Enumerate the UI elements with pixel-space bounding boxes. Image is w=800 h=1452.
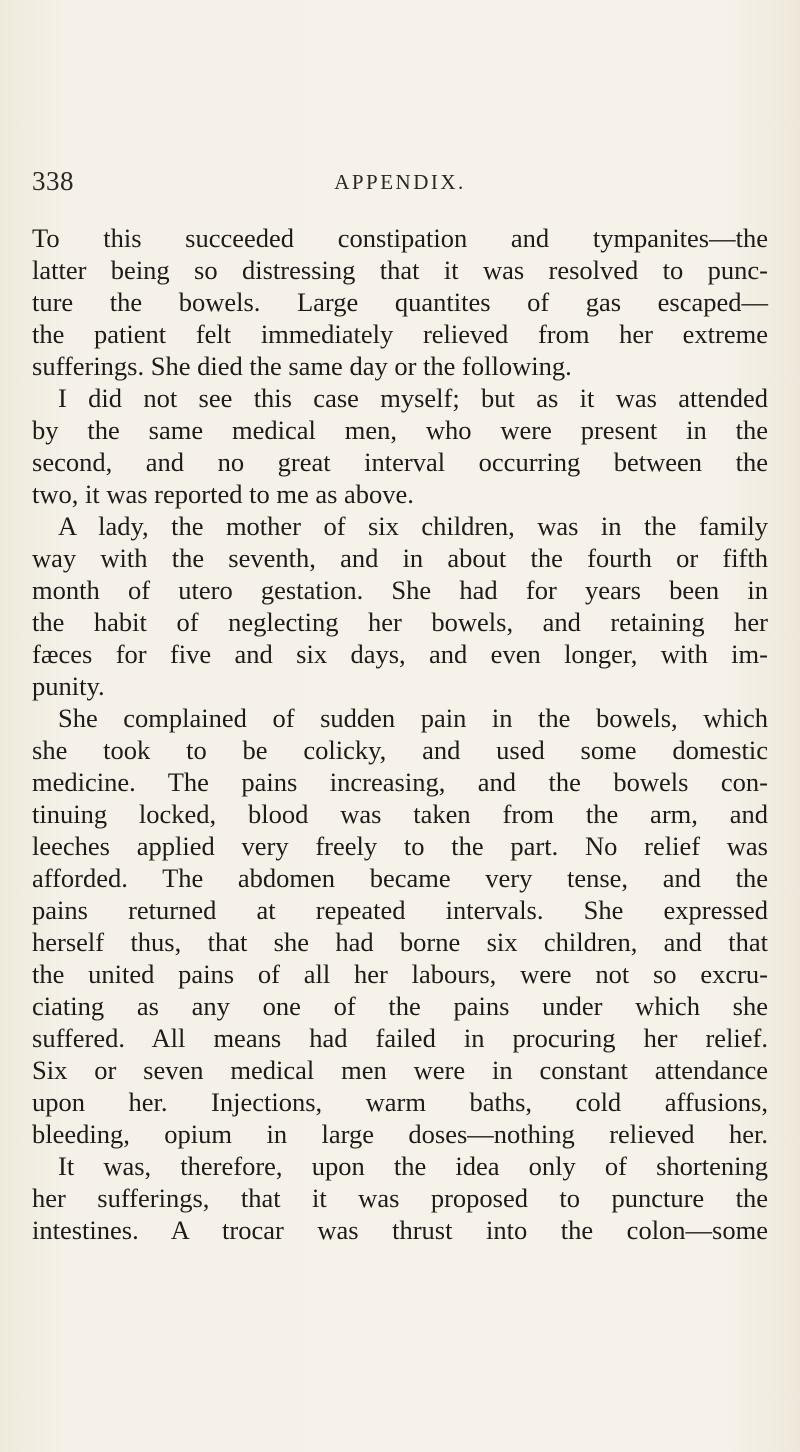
text-line: punity. (32, 671, 105, 701)
text-line: herself thus, that she had borne six children, and that (32, 927, 768, 957)
text-line: second, and no great interval occurring between the (32, 447, 768, 477)
text-line: the united pains of all her labours, were not so excru- (32, 959, 768, 989)
running-head: APPENDIX. (334, 170, 466, 194)
text-line: two, it was reported to me as above. (32, 479, 414, 509)
text-line: fæces for five and six days, and even longer, with im- (32, 639, 768, 669)
text-line: way with the seventh, and in about the fourth or fifth (32, 543, 768, 573)
text-line: upon her. Injections, warm baths, cold affusions, (32, 1087, 768, 1117)
text-line: tinuing locked, blood was taken from the arm, and (32, 799, 768, 829)
text-line: sufferings. She died the same day or the following. (32, 351, 572, 381)
text-line: Six or seven medical men were in constant attendance (32, 1055, 768, 1085)
text-line: intestines. A trocar was thrust into the colon—some (32, 1215, 768, 1245)
text-line: the habit of neglecting her bowels, and retaining her (32, 607, 768, 637)
text-line: pains returned at repeated intervals. She expressed (32, 895, 768, 925)
text-line: A lady, the mother of six children, was in the family (58, 511, 768, 541)
text-line: bleeding, opium in large doses—nothing relieved her. (32, 1119, 768, 1149)
text-line: by the same medical men, who were present in the (32, 415, 768, 445)
text-line: leeches applied very freely to the part. No relief was (32, 831, 768, 861)
text-line: ture the bowels. Large quantites of gas escaped— (32, 287, 768, 317)
text-line: month of utero gestation. She had for years been in (32, 575, 768, 605)
text-line: she took to be colicky, and used some domestic (32, 735, 768, 765)
text-line: suffered. All means had failed in procuring her relief. (32, 1023, 768, 1053)
text-line: To this succeeded constipation and tympanites—the (32, 223, 768, 253)
text-line: ciating as any one of the pains under which she (32, 991, 768, 1021)
text-line: It was, therefore, upon the idea only of shortening (58, 1151, 768, 1181)
text-line: She complained of sudden pain in the bowels, which (58, 703, 768, 733)
text-line: afforded. The abdomen became very tense, and the (32, 863, 768, 893)
page-header (32, 166, 768, 206)
text-line: medicine. The pains increasing, and the bowels con- (32, 767, 768, 797)
text-line: the patient felt immediately relieved from her extreme (32, 319, 768, 349)
text-line: I did not see this case myself; but as it was attended (58, 383, 768, 413)
page-number: 338 (32, 166, 74, 196)
text-line: her sufferings, that it was proposed to puncture the (32, 1183, 768, 1213)
body-text (32, 222, 768, 1246)
text-line: latter being so distressing that it was resolved to punc- (32, 255, 768, 285)
